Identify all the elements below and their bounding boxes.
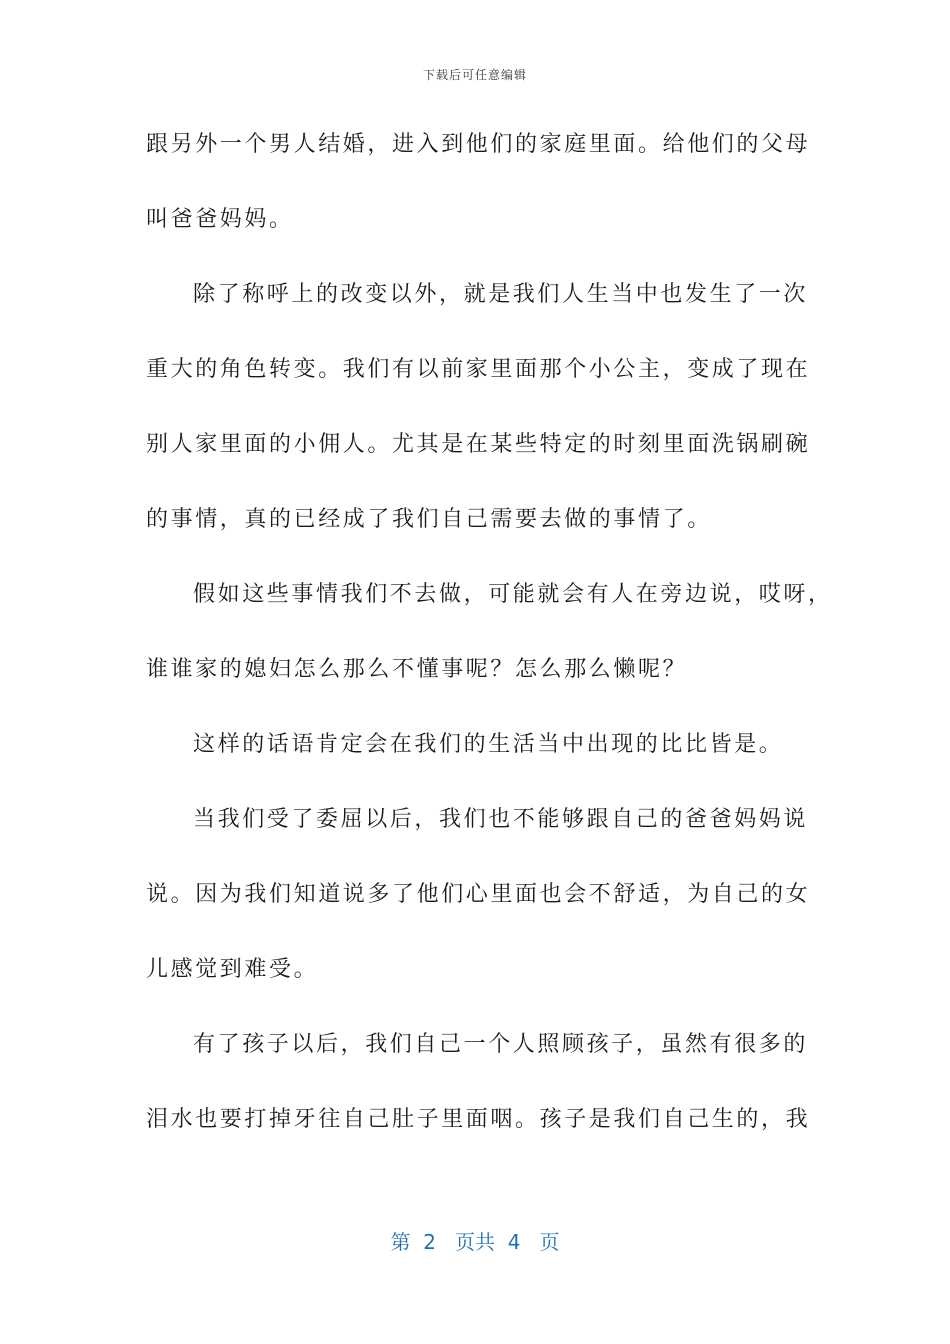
text-line: 别人家里面的小佣人。尤其是在某些特定的时刻里面洗锅刷碗	[146, 432, 811, 457]
text-line: 的事情，真的已经成了我们自己需要去做的事情了。	[146, 507, 712, 532]
paragraph-first-line: 除了称呼上的改变以外，就是我们人生当中也发生了一次	[193, 282, 809, 307]
text-line: 谁谁家的媳妇怎么那么不懂事呢？怎么那么懒呢？	[146, 657, 688, 682]
page-number-footer: 第 2 页共 4 页	[390, 1230, 560, 1254]
paragraph-first-line: 这样的话语肯定会在我们的生活当中出现的比比皆是。	[193, 732, 784, 757]
text-line: 泪水也要打掉牙往自己肚子里面咽。孩子是我们自己生的，我	[146, 1107, 811, 1132]
text-line: 跟另外一个男人结婚，进入到他们的家庭里面。给他们的父母	[146, 132, 811, 157]
text-line: 儿感觉到难受。	[146, 957, 319, 982]
paragraph-first-line: 有了孩子以后，我们自己一个人照顾孩子，虽然有很多的	[193, 1032, 809, 1057]
paragraph-first-line: 当我们受了委屈以后，我们也不能够跟自己的爸爸妈妈说	[193, 807, 809, 832]
text-line: 重大的角色转变。我们有以前家里面那个小公主，变成了现在	[146, 357, 811, 382]
text-line: 叫爸爸妈妈。	[146, 207, 294, 232]
paragraph-first-line: 假如这些事情我们不去做，可能就会有人在旁边说，哎呀，	[193, 582, 833, 607]
page-header: 下载后可任意编辑	[422, 68, 527, 82]
text-line: 说。因为我们知道说多了他们心里面也会不舒适，为自己的女	[146, 882, 811, 907]
